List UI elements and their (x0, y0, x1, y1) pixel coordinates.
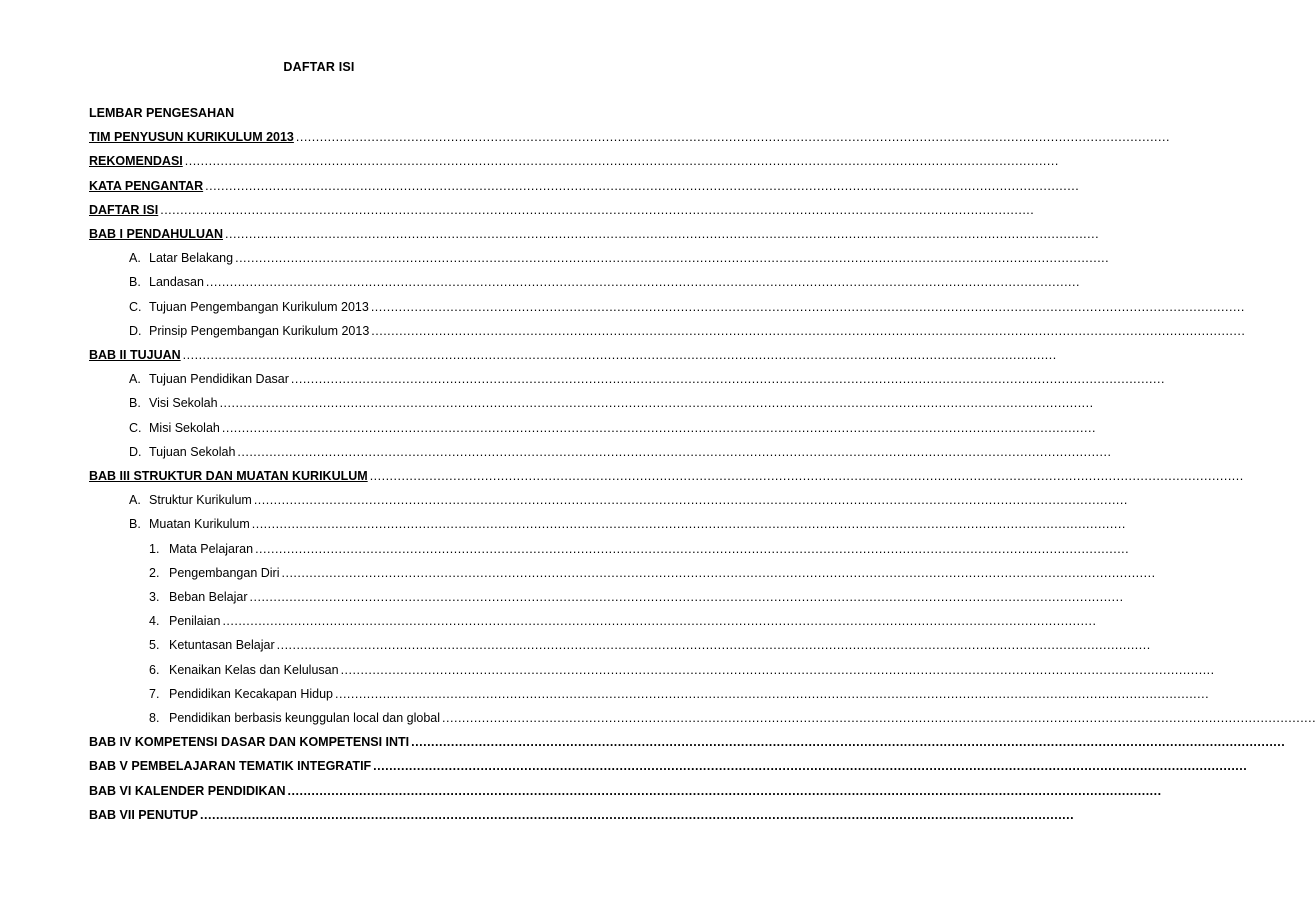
toc-entry-label: Prinsip Pengembangan Kurikulum 2013 (149, 323, 370, 338)
toc-entry-label: DAFTAR ISI (89, 202, 159, 217)
toc-entry (89, 152, 1059, 170)
toc-entry (89, 757, 1248, 775)
toc-entry (129, 322, 1246, 340)
toc-entry-label: Tujuan Sekolah (149, 444, 236, 459)
toc-entry (129, 249, 1110, 267)
toc-entry-label: Latar Belakang (149, 251, 234, 266)
toc-entry-label: Landasan (149, 275, 204, 290)
dot-leader: ............................................................................................................................................................................................................................ (255, 541, 1130, 556)
toc-entry (149, 564, 1156, 582)
toc-entry (129, 298, 1245, 316)
toc-entry-label: Muatan Kurikulum (149, 517, 250, 532)
dot-leader: ............................................................................................................................................................................................................................ (219, 396, 1094, 411)
dot-leader: ............................................................................................................................................................................................................................ (295, 130, 1170, 145)
dot-leader: ............................................................................................................................................................................................................................ (373, 759, 1248, 774)
dot-leader: ............................................................................................................................................................................................................................ (287, 783, 1162, 798)
toc-entry-marker: A. (129, 493, 141, 508)
toc-entry (89, 346, 1057, 364)
toc-entry-marker: 5. (149, 638, 160, 653)
toc-entry-marker: 1. (149, 541, 160, 556)
dot-leader: ............................................................................................................................................................................................................................ (371, 323, 1246, 338)
dot-leader: ............................................................................................................................................................................................................................ (253, 493, 1128, 508)
toc-entry-marker: 7. (149, 686, 160, 701)
toc-entry-label: BAB IV KOMPETENSI DASAR DAN KOMPETENSI INTI (89, 735, 410, 750)
toc-entry-label: TIM PENYUSUN KURIKULUM 2013 (89, 130, 294, 145)
toc-entry-label: REKOMENDASI (89, 154, 183, 169)
toc-entry-label: Tujuan Pengembangan Kurikulum 2013 (149, 299, 369, 314)
toc-entry-marker: 3. (149, 590, 160, 604)
dot-leader: ............................................................................................................................................................................................................................ (249, 590, 1124, 604)
toc-entry (149, 685, 1210, 703)
toc-entry (89, 467, 1244, 485)
toc-entry-label: Pendidikan berbasis keunggulan local dan global (169, 711, 441, 725)
toc-entry-marker: C. (129, 420, 142, 435)
dot-leader: ............................................................................................................................................................................................................................ (221, 420, 1096, 435)
toc-entry-marker: 8. (149, 711, 160, 725)
toc-entry-label: Visi Sekolah (149, 396, 218, 411)
toc-entry-label: Pengembangan Diri (169, 565, 280, 580)
dot-leader: ............................................................................................................................................................................................................................ (184, 154, 1059, 169)
dot-leader: ............................................................................................................................................................................................................................ (160, 202, 1035, 217)
toc-entry (149, 612, 1097, 630)
toc-entry-marker: D. (129, 444, 142, 459)
toc-entry (129, 370, 1165, 388)
toc-entry-label: Pendidikan Kecakapan Hidup (169, 686, 334, 701)
dot-leader: ............................................................................................................................................................................................................................ (237, 444, 1112, 459)
dot-leader: ............................................................................................................................................................................................................................ (411, 735, 1286, 750)
dot-leader: ............................................................................................................................................................................................................................ (369, 469, 1244, 483)
dot-leader: ............................................................................................................................................................................................................................ (370, 299, 1245, 314)
dot-leader: ............................................................................................................................................................................................................................ (251, 517, 1126, 532)
toc-entry-label: BAB II TUJUAN (89, 348, 181, 362)
toc-entry-label: LEMBAR PENGESAHAN (89, 106, 235, 120)
toc-entry (129, 515, 1126, 533)
toc-entry-label: Penilaian (169, 614, 221, 629)
toc-entry-label: Struktur Kurikulum (149, 493, 252, 508)
toc-entry-label: BAB VII PENUTUP (89, 807, 199, 822)
toc-entry (129, 491, 1128, 509)
toc-entry-label: BAB V PEMBELAJARAN TEMATIK INTEGRATIF (89, 759, 372, 774)
toc-entry-label: KATA PENGANTAR (89, 178, 204, 193)
toc-entry (89, 806, 1075, 824)
toc-entry (89, 225, 1100, 243)
toc-entry (89, 782, 1162, 800)
dot-leader: ............................................................................................................................................................................................................................ (235, 251, 1110, 266)
toc-entry (149, 588, 1124, 606)
toc-entry-marker: B. (129, 275, 141, 290)
dot-leader: ............................................................................................................................................................................................................................ (182, 348, 1057, 362)
toc-entry (149, 540, 1130, 558)
dot-leader: ............................................................................................................................................................................................................................ (225, 227, 1100, 241)
toc-entry-label: Beban Belajar (169, 590, 248, 604)
toc-entry (129, 273, 1080, 291)
dot-leader: ............................................................................................................................................................................................................................ (200, 807, 1075, 822)
toc-entry (89, 733, 1286, 751)
toc-entry-marker: A. (129, 251, 141, 266)
toc-entry-label: Kenaikan Kelas dan Kelulusan (169, 662, 339, 677)
toc-entry (129, 394, 1094, 412)
toc-entry-marker: 4. (149, 614, 160, 629)
toc-entry-label: BAB VI KALENDER PENDIDIKAN (89, 783, 286, 798)
toc-entry-marker: D. (129, 323, 142, 338)
toc-entry-label: Misi Sekolah (149, 420, 220, 435)
dot-leader: ............................................................................................................................................................................................................................ (442, 711, 1316, 725)
toc-entry-marker: A. (129, 372, 141, 387)
dot-leader: ............................................................................................................................................................................................................................ (205, 275, 1080, 290)
toc-entry-label: Mata Pelajaran (169, 541, 254, 556)
toc-entry-marker: 2. (149, 565, 160, 580)
toc-entry (89, 201, 1035, 219)
dot-leader: ............................................................................................................................................................................................................................ (205, 178, 1080, 193)
toc-entry (89, 104, 517, 122)
toc-entry (89, 128, 1170, 146)
toc-entry-marker: B. (129, 517, 141, 532)
toc-entry (149, 709, 1316, 727)
toc-entry-label: Ketuntasan Belajar (169, 638, 275, 653)
dot-leader: ............................................................................................................................................................................................................................ (281, 565, 1156, 580)
toc-entry (89, 177, 1080, 195)
toc-entry-marker: B. (129, 396, 141, 411)
toc-entry-label: Tujuan Pendidikan Dasar (149, 372, 289, 387)
page-title: DAFTAR ISI (283, 60, 355, 74)
toc-entry (129, 443, 1112, 461)
dot-leader: ............................................................................................................................................................................................................................ (290, 372, 1165, 387)
toc-entry (149, 661, 1215, 679)
dot-leader: ............................................................................................................................................................................................................................ (222, 614, 1097, 629)
toc-entry-marker: 6. (149, 662, 160, 677)
toc-entry-label: BAB I PENDAHULUAN (89, 227, 224, 241)
dot-leader: ............................................................................................................................................................................................................................ (276, 638, 1151, 653)
toc-entry-label: BAB III STRUKTUR DAN MUATAN KURIKULUM (89, 469, 368, 483)
toc-entry (129, 419, 1096, 437)
toc-entry (149, 636, 1151, 654)
dot-leader: ............................................................................................................................................................................................................................ (340, 662, 1215, 677)
toc-entry-marker: C. (129, 299, 142, 314)
dot-leader: ............................................................................................................................................................................................................................ (335, 686, 1210, 701)
